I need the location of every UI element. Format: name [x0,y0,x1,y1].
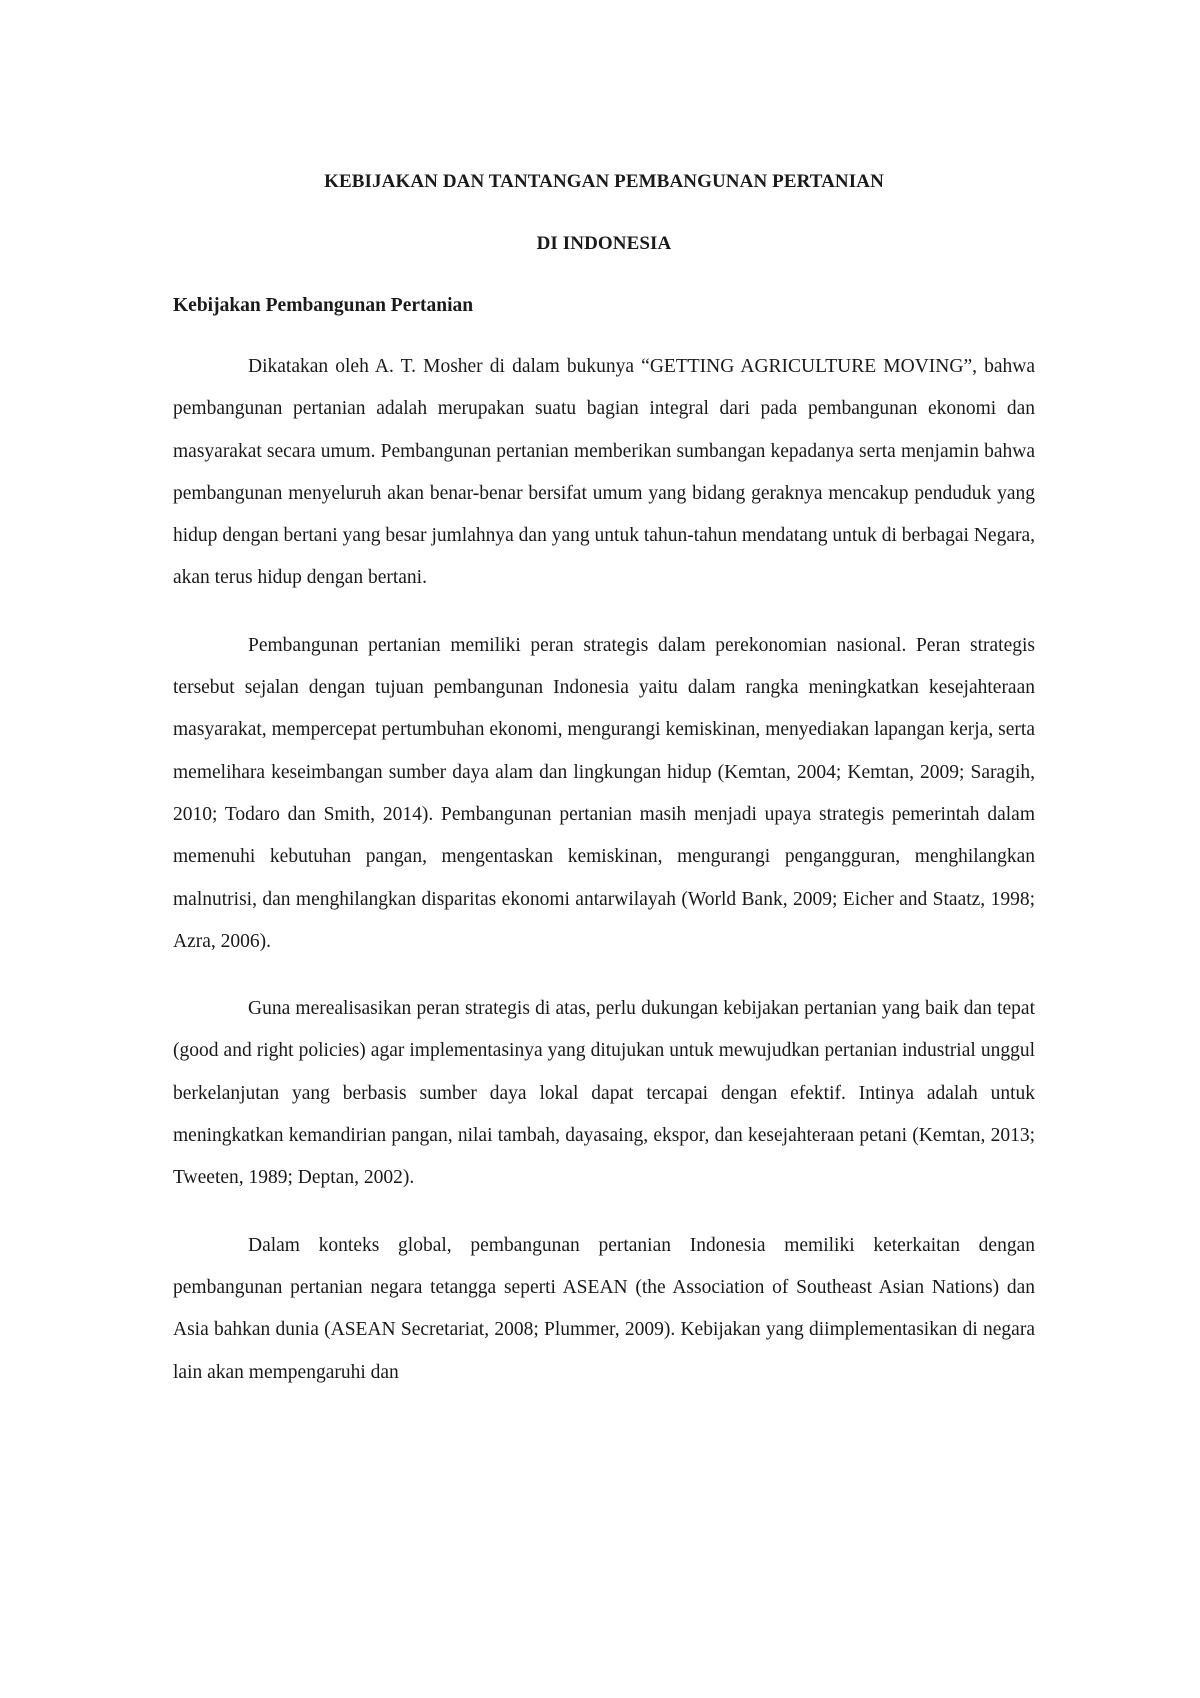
document-title-line-2: DI INDONESIA [536,233,672,254]
paragraph-4: Dalam konteks global, pembangunan pertanian Indonesia memiliki keterkaitan dengan pembangunan pertanian negara tetangga seperti ASEAN (the Association of Southeast Asian Nations) dan Asia bahkan dunia (ASEAN Secretariat, 2008; Plummer, 2009). Kebijakan yang diimplementasikan di negara lain akan mempengaruhi dan [173,1234,1035,1383]
paragraph-3: Guna merealisasikan peran strategis di atas, perlu dukungan kebijakan pertanian yang baik dan tepat (good and right policies) agar implementasinya yang ditujukan untuk mewujudkan pertanian industrial unggul berkelanjutan yang berbasis sumber daya lokal dapat tercapai dengan efektif. Intinya adalah untuk meningkatkan kemandirian pangan, nilai tambah, dayasaing, ekspor, dan kesejahteraan petani (Kemtan, 2013; Tweeten, 1989; Deptan, 2002). [173,998,1035,1189]
paragraph-2: Pembangunan pertanian memiliki peran strategis dalam perekonomian nasional. Peran strategis tersebut sejalan dengan tujuan pembangunan Indonesia yaitu dalam rangka meningkatkan kesejahteraan masyarakat, mempercepat pertumbuhan ekonomi, mengurangi kemiskinan, menyediakan lapangan kerja, serta memelihara keseimbangan sumber daya alam dan lingkungan hidup (Kemtan, 2004; Kemtan, 2009; Saragih, 2010; Todaro dan Smith, 2014). Pembangunan pertanian masih menjadi upaya strategis pemerintah dalam memenuhi kebutuhan pangan, mengentaskan kemiskinan, mengurangi pengangguran, menghilangkan malnutrisi, dan menghilangkan disparitas ekonomi antarwilayah (World Bank, 2009; Eicher and Staatz, 1998; Azra, 2006). [173,634,1035,952]
paragraph-1: Dikatakan oleh A. T. Mosher di dalam bukunya “GETTING AGRICULTURE MOVING”, bahwa pembangunan pertanian adalah merupakan suatu bagian integral dari pada pembangunan ekonomi dan masyarakat secara umum. Pembangunan pertanian memberikan sumbangan kepadanya serta menjamin bahwa pembangunan menyeluruh akan benar-benar bersifat umum yang bidang geraknya mencakup penduduk yang hidup dengan bertani yang besar jumlahnya dan yang untuk tahun-tahun mendatang untuk di berbagai Negara, akan terus hidup dengan bertani. [173,356,1035,589]
document-title-line-1: KEBIJAKAN DAN TANTANGAN PEMBANGUNAN PERTANIAN [324,171,884,192]
section-heading: Kebijakan Pembangunan Pertanian [173,295,474,316]
document-content [173,168,1035,1394]
